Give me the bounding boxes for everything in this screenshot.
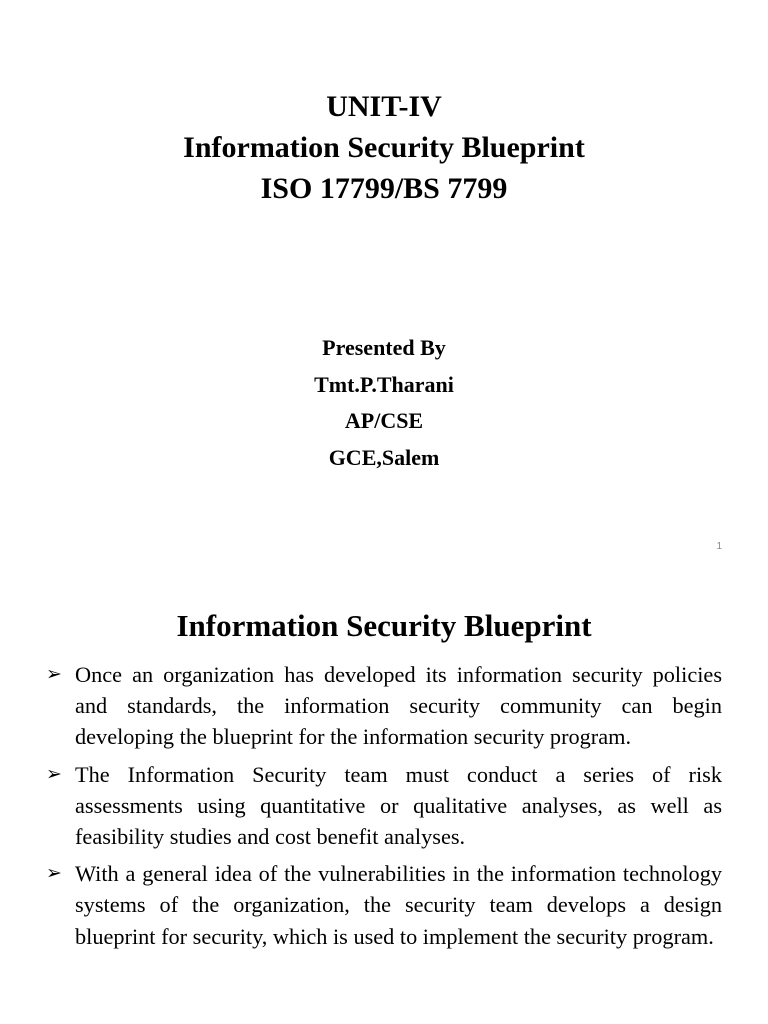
arrow-bullet-icon: ➢ — [46, 862, 62, 885]
bullet-item — [46, 759, 722, 853]
bullet-text: Once an organization has developed its information security policies and standards, the information security community can begin developing the blueprint for the information security program. — [75, 662, 722, 750]
presenter-info — [0, 330, 768, 476]
title-line-standard: ISO 17799/BS 7799 — [260, 172, 508, 205]
title-line-unit: UNIT-IV — [326, 90, 442, 123]
arrow-bullet-icon: ➢ — [46, 762, 62, 785]
bullet-text: With a general idea of the vulnerabilities in the information technology systems of the organization, the security team develops a design blueprint for security, which is used to implement the security program. — [75, 861, 722, 949]
bullet-item — [46, 858, 722, 952]
bullet-list — [46, 659, 722, 958]
bullet-item — [46, 659, 722, 753]
slide-2 — [0, 576, 768, 1024]
presenter-institution: GCE,Salem — [328, 444, 440, 470]
slide-heading: Information Security Blueprint — [176, 608, 592, 643]
presenter-designation: AP/CSE — [344, 408, 424, 433]
title-line-topic: Information Security Blueprint — [183, 131, 585, 164]
arrow-bullet-icon: ➢ — [46, 663, 62, 685]
presented-by-label: Presented By — [322, 335, 446, 360]
slide-title — [0, 86, 768, 209]
bullet-text: The Information Security team must conduct a series of risk assessments using quantitative or qualitative analyses, as well as feasibility studies and cost benefit analyses. — [75, 761, 722, 850]
presenter-name: Tmt.P.Tharani — [314, 371, 454, 397]
page-number: 1 — [716, 541, 722, 552]
